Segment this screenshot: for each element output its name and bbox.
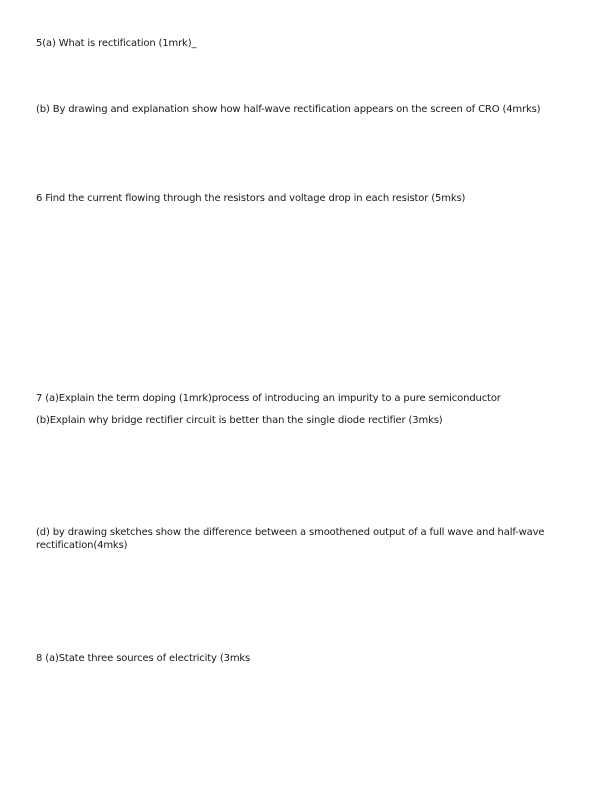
question-6: 6 Find the current flowing through the resistors and voltage drop in each resistor (5mks) [36,193,466,204]
question-7d: (d) by drawing sketches show the difference between a smoothened output of a full wave and half-wave rectification(4mks) [36,527,545,551]
question-7b: (b)Explain why bridge rectifier circuit is better than the single diode rectifier (3mks) [36,415,443,426]
question-5a: 5(a) What is rectification (1mrk)_ [36,38,197,49]
question-5b: (b) By drawing and explanation show how half-wave rectification appears on the screen of CRO (4mrks) [36,104,541,115]
question-7a: 7 (a)Explain the term doping (1mrk)process of introducing an impurity to a pure semiconductor [36,393,501,404]
question-8a: 8 (a)State three sources of electricity (3mks [36,653,251,664]
